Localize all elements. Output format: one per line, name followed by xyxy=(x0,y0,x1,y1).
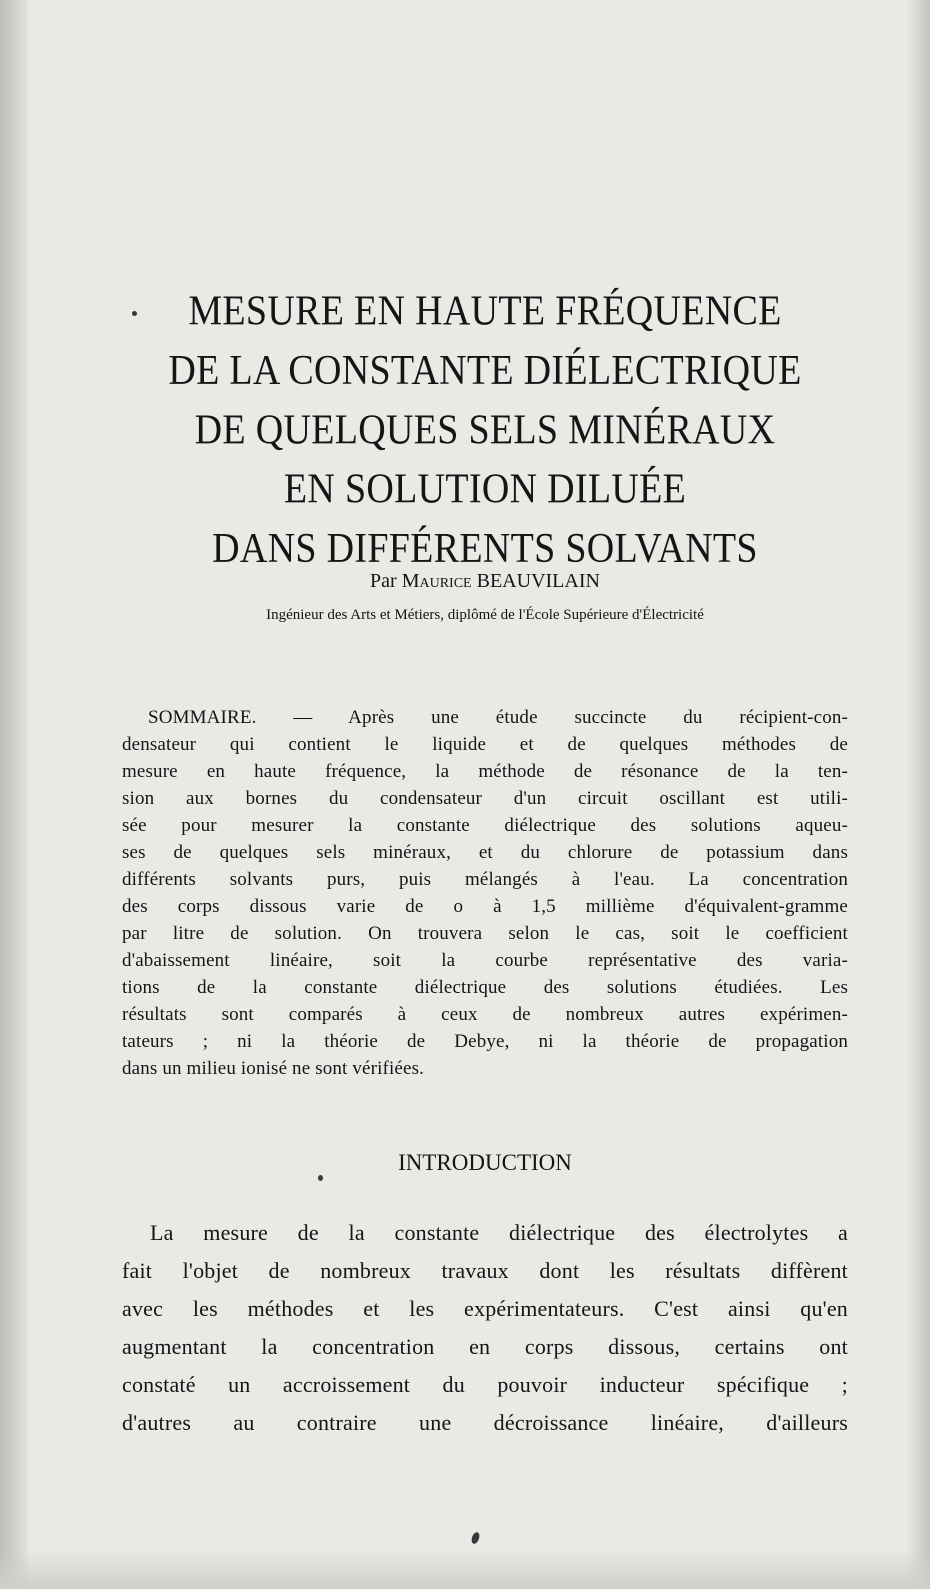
article-title xyxy=(120,282,850,579)
title-line: EN SOLUTION DILUÉE xyxy=(283,465,687,513)
title-line: DE LA CONSTANTE DIÉLECTRIQUE xyxy=(168,346,802,394)
scan-speck xyxy=(470,1531,481,1545)
abstract-line: des corps dissous varie de o à 1,5 millième d'équivalent-gramme xyxy=(122,896,848,917)
abstract-line: sée pour mesurer la constante diélectrique des solutions aqueu- xyxy=(122,815,848,836)
intro-line: avec les méthodes et les expérimentateurs. C'est ainsi qu'en xyxy=(122,1296,848,1321)
section-heading-introduction: INTRODUCTION xyxy=(398,1150,572,1175)
abstract-line: dans un milieu ionisé ne sont vérifiées. xyxy=(122,1058,425,1079)
abstract-line: ses de quelques sels minéraux, et du chlorure de potassium dans xyxy=(122,842,848,863)
title-line: DANS DIFFÉRENTS SOLVANTS xyxy=(212,525,758,573)
scan-speck xyxy=(132,311,137,316)
abstract-line: tions de la constante diélectrique des solutions étudiées. Les xyxy=(122,977,848,998)
page-shadow-left xyxy=(0,0,28,1589)
author-byline xyxy=(120,568,850,594)
author-affiliation: Ingénieur des Arts et Métiers, diplômé de l'École Supérieure d'Électricité xyxy=(266,607,704,623)
introduction-paragraph xyxy=(122,1214,848,1442)
abstract-line: mesure en haute fréquence, la méthode de résonance de la ten- xyxy=(122,761,848,782)
page-shadow-right xyxy=(906,0,930,1589)
author-surname: BEAUVILAIN xyxy=(476,570,600,592)
author-given-name: Maurice xyxy=(401,570,472,592)
abstract-line: résultats sont comparés à ceux de nombreux autres expérimen- xyxy=(122,1004,848,1025)
intro-line: fait l'objet de nombreux travaux dont les résultats diffèrent xyxy=(122,1258,848,1283)
abstract-line: sion aux bornes du condensateur d'un circuit oscillant est utili- xyxy=(122,788,848,809)
intro-line: augmentant la concentration en corps dissous, certains ont xyxy=(122,1334,848,1359)
abstract-line: SOMMAIRE. — Après une étude succincte du récipient-con- xyxy=(148,707,848,728)
intro-line: constaté un accroissement du pouvoir inducteur spécifique ; xyxy=(122,1372,848,1397)
scan-speck xyxy=(318,1175,323,1181)
abstract-line: par litre de solution. On trouvera selon le cas, soit le coefficient xyxy=(122,923,848,944)
intro-line: La mesure de la constante diélectrique des électrolytes a xyxy=(150,1220,848,1245)
page-shadow-bottom xyxy=(0,1549,930,1589)
title-line: DE QUELQUES SELS MINÉRAUX xyxy=(194,406,776,454)
abstract-line: d'abaissement linéaire, soit la courbe représentative des varia- xyxy=(122,950,848,971)
title-line: MESURE EN HAUTE FRÉQUENCE xyxy=(188,287,782,335)
abstract-line: différents solvants purs, puis mélangés à l'eau. La concentration xyxy=(122,869,848,890)
intro-line: d'autres au contraire une décroissance linéaire, d'ailleurs xyxy=(122,1410,848,1435)
abstract-line: tateurs ; ni la théorie de Debye, ni la théorie de propagation xyxy=(122,1031,848,1052)
byline-prefix: Par xyxy=(370,570,397,592)
abstract-paragraph xyxy=(122,704,848,1082)
abstract-line: densateur qui contient le liquide et de quelques méthodes de xyxy=(122,734,848,755)
